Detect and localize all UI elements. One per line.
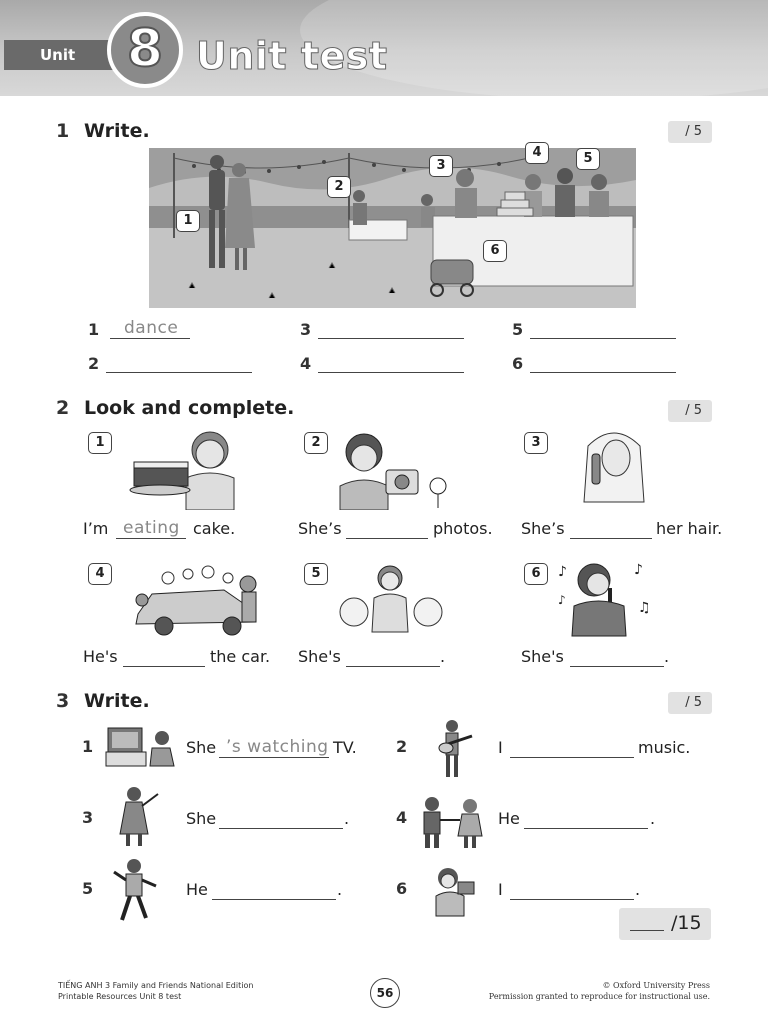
s3-after-text: . — [344, 809, 350, 828]
section-1-score: / 5 — [668, 121, 712, 143]
s3-answer-line[interactable] — [510, 757, 634, 758]
s2-picture-number: 5 — [304, 563, 328, 585]
s3-before-text: He — [186, 880, 208, 899]
section-3-title: Write. — [84, 690, 150, 712]
girl-singing-small-picture — [112, 784, 164, 848]
s3-after-text: music. — [638, 738, 691, 757]
scene-label-3: 3 — [429, 155, 453, 177]
section-2-number: 2 — [56, 397, 70, 419]
girl-taking-photos-picture — [330, 430, 460, 510]
svg-text:♪: ♪ — [558, 564, 567, 580]
section-1-title: Write. — [84, 120, 150, 142]
s3-before-text: She — [186, 809, 217, 828]
page-number: 56 — [370, 978, 400, 1008]
s2-picture-number: 4 — [88, 563, 112, 585]
s1-answer-line[interactable] — [530, 372, 676, 373]
page-title: Unit test — [196, 34, 388, 78]
s3-after-text: . — [635, 880, 641, 899]
section-2-score: / 5 — [668, 400, 712, 422]
s3-item-number: 4 — [396, 808, 408, 827]
section-3-score: / 5 — [668, 692, 712, 714]
s2-before-text: She’s — [298, 519, 342, 538]
s2-answer-line[interactable] — [570, 666, 664, 667]
s2-picture-number: 2 — [304, 432, 328, 454]
footer-book-title: TIẾNG ANH 3 Family and Friends National Edition — [58, 981, 254, 990]
s1-item-number: 3 — [300, 320, 312, 339]
party-scene-illustration — [149, 148, 636, 308]
svg-text:♪: ♪ — [558, 593, 566, 607]
s2-picture-number: 1 — [88, 432, 112, 454]
s2-before-text: She's — [521, 647, 564, 666]
s1-item-number: 4 — [300, 354, 312, 373]
girl-brushing-hair-picture — [574, 426, 654, 510]
s2-answer-line[interactable] — [346, 666, 440, 667]
s3-after-text: TV. — [333, 738, 357, 757]
total-score-label: /15 — [671, 912, 702, 934]
s2-before-text: She’s — [521, 519, 565, 538]
s3-before-text: I — [498, 738, 503, 757]
s3-item-number: 5 — [82, 879, 94, 898]
boy-and-girl-talking-picture — [414, 796, 490, 850]
s1-answer-line[interactable] — [530, 338, 676, 339]
s2-after-text: her hair. — [656, 519, 723, 538]
s2-after-text: photos. — [433, 519, 493, 538]
s1-answer-line — [110, 338, 190, 339]
s3-after-text: . — [650, 809, 656, 828]
s1-item-number: 6 — [512, 354, 524, 373]
s2-answer-line[interactable] — [346, 538, 428, 539]
scene-label-1: 1 — [176, 210, 200, 232]
unit-label: Unit — [4, 40, 114, 70]
boy-washing-car-picture — [128, 564, 268, 638]
s2-picture-number: 3 — [524, 432, 548, 454]
s1-item-number: 1 — [88, 320, 100, 339]
boy-eating-cake-picture — [126, 428, 238, 510]
s2-before-text: I’m — [83, 519, 109, 538]
s3-before-text: He — [498, 809, 520, 828]
svg-text:♪: ♪ — [634, 562, 643, 578]
s2-before-text: He's — [83, 647, 118, 666]
s3-before-text: She — [186, 738, 217, 757]
s3-answer-text[interactable]: ’s watching — [226, 737, 329, 757]
s2-answer-line — [116, 538, 186, 539]
girls-talking-picture — [334, 562, 446, 638]
s1-answer-line[interactable] — [106, 372, 252, 373]
s3-item-number: 2 — [396, 737, 408, 756]
section-1-number: 1 — [56, 120, 70, 142]
s3-item-number: 3 — [82, 808, 94, 827]
s1-item-number: 2 — [88, 354, 100, 373]
s2-after-text: . — [664, 647, 670, 666]
s1-answer-line[interactable] — [318, 372, 464, 373]
unit-number-badge: 8 — [107, 12, 183, 88]
section-2-title: Look and complete. — [84, 397, 295, 419]
boy-playing-guitar-picture — [436, 718, 478, 780]
s2-after-text: the car. — [210, 647, 271, 666]
s2-answer-line[interactable] — [123, 666, 205, 667]
s3-answer-line[interactable] — [524, 828, 648, 829]
s2-after-text: cake. — [193, 519, 236, 538]
total-score-line[interactable] — [630, 930, 664, 931]
s2-picture-number: 6 — [524, 563, 548, 585]
footer-copyright-line: © Oxford University Press — [602, 981, 710, 990]
s1-answer-text[interactable]: dance — [124, 318, 179, 338]
footer-copyright — [489, 980, 710, 1002]
s3-after-text: . — [337, 880, 343, 899]
s3-answer-line — [219, 757, 329, 758]
girl-watching-tv-picture — [104, 724, 180, 770]
s2-before-text: She's — [298, 647, 341, 666]
footer-book-info — [58, 980, 253, 1002]
footer-resource-name: Printable Resources Unit 8 test — [58, 992, 182, 1001]
s3-answer-line[interactable] — [510, 899, 634, 900]
s1-answer-line[interactable] — [318, 338, 464, 339]
s3-before-text: I — [498, 880, 503, 899]
s2-answer-text[interactable]: eating — [123, 518, 180, 538]
girl-singing-picture — [554, 560, 654, 638]
svg-text:♫: ♫ — [638, 600, 651, 616]
s3-item-number: 1 — [82, 737, 94, 756]
footer-permission-line: Permission granted to reproduce for instructional use. — [488, 992, 710, 1001]
boy-dancing-picture — [110, 858, 160, 924]
s2-answer-line[interactable] — [570, 538, 652, 539]
section-3-number: 3 — [56, 690, 70, 712]
boy-eating-picture — [432, 866, 478, 918]
s3-answer-line[interactable] — [219, 828, 343, 829]
s1-item-number: 5 — [512, 320, 524, 339]
scene-label-6: 6 — [483, 240, 507, 262]
s3-answer-line[interactable] — [212, 899, 336, 900]
s3-item-number: 6 — [396, 879, 408, 898]
scene-label-5: 5 — [576, 148, 600, 170]
scene-label-2: 2 — [327, 176, 351, 198]
scene-label-4: 4 — [525, 142, 549, 164]
s2-after-text: . — [440, 647, 446, 666]
